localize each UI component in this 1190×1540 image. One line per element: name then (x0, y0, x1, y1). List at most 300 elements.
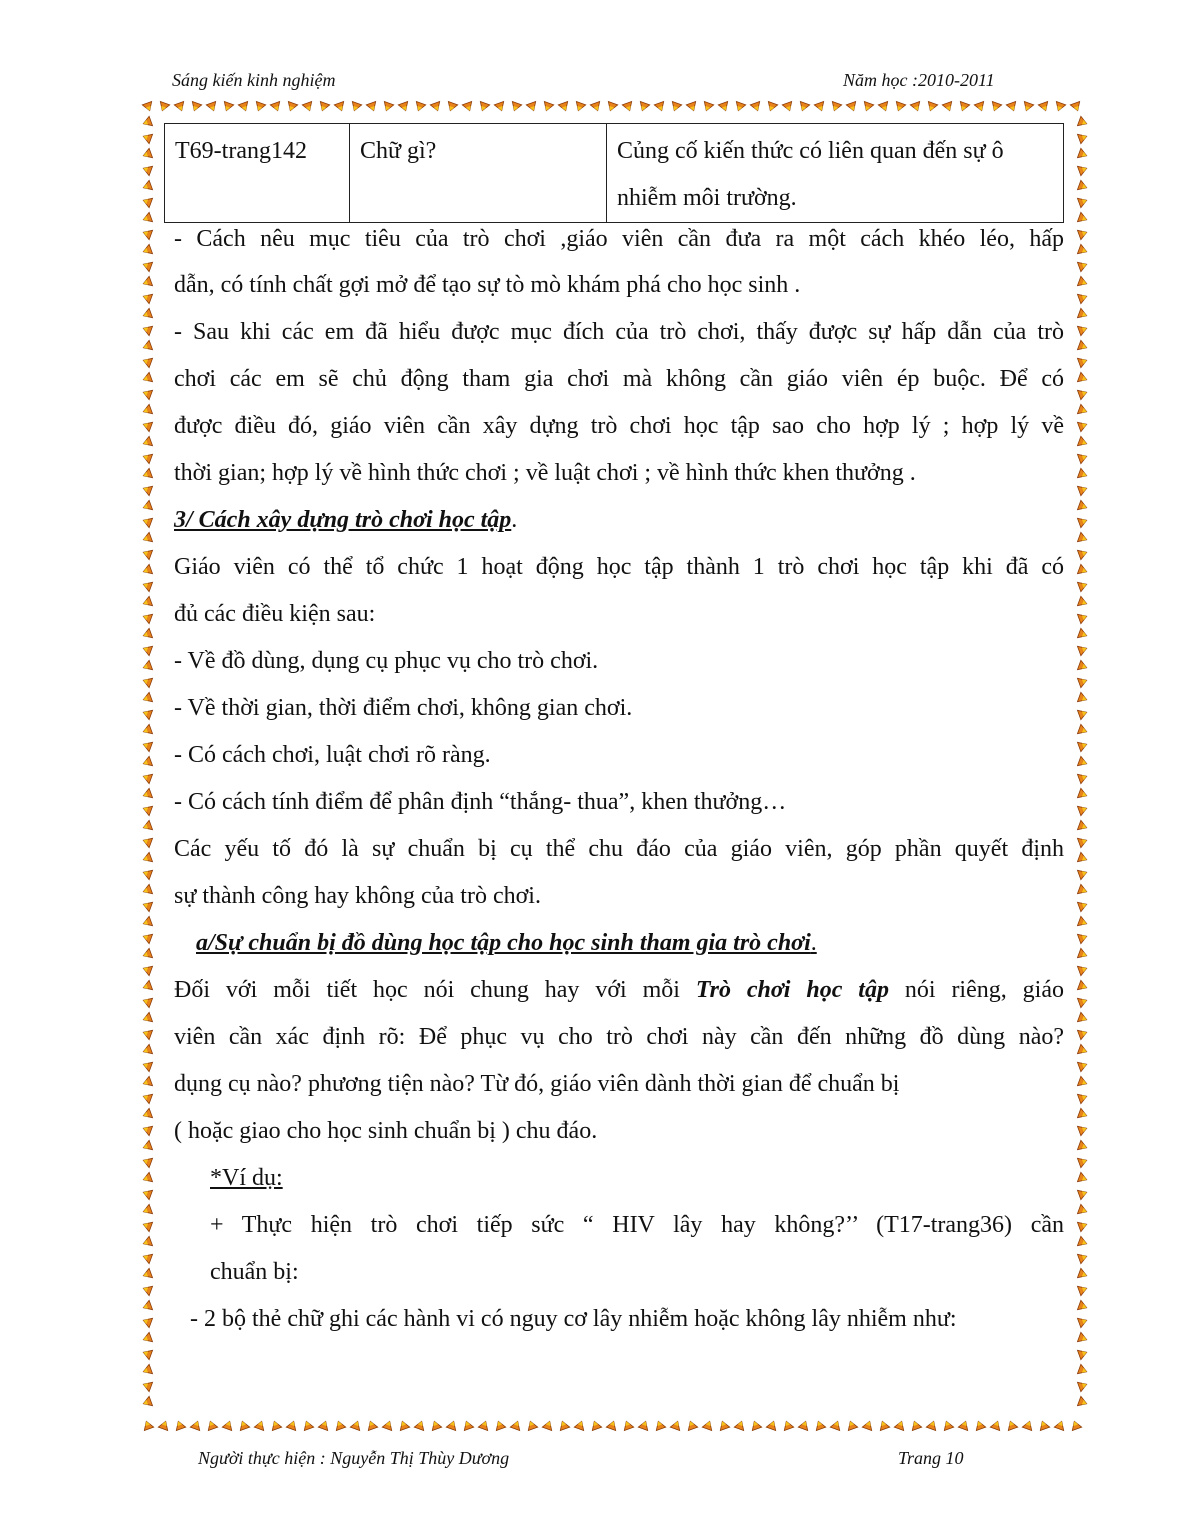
border-candy-icon (1077, 1140, 1088, 1152)
border-candy-icon (1077, 260, 1088, 272)
border-candy-icon (142, 1044, 153, 1056)
border-candy-icon (238, 1420, 250, 1431)
border-candy-icon (142, 1268, 153, 1280)
border-candy-icon (974, 101, 986, 112)
border-candy-icon (414, 1420, 426, 1431)
border-candy-icon (1077, 980, 1088, 992)
list-item: - Có cách tính điểm để phân định “thắng- thua”, khen thưởng… (174, 789, 787, 815)
border-candy-icon (750, 101, 762, 112)
border-candy-icon (142, 1124, 153, 1136)
border-candy-icon (142, 676, 153, 688)
border-candy-icon (142, 500, 153, 512)
border-candy-icon (1077, 1028, 1088, 1040)
border-candy-icon (1077, 116, 1088, 128)
border-candy-icon (1077, 228, 1088, 240)
border-candy-icon (590, 101, 602, 112)
paragraph-line: - Cách nêu mục tiêu của trò chơi ,giáo viên cần đưa ra một cách khéo léo, hấp (174, 226, 1064, 252)
border-candy-icon (142, 1236, 153, 1248)
border-candy-icon (1077, 1220, 1088, 1232)
border-candy-icon (1077, 388, 1088, 400)
paragraph-line: viên cần xác định rõ: Để phục vụ cho trò chơi này cần đến những đồ dùng nào? (174, 1024, 1064, 1050)
border-candy-icon (542, 1420, 554, 1431)
border-candy-icon (766, 1420, 778, 1431)
border-candy-icon (798, 1420, 810, 1431)
border-candy-icon (142, 1172, 153, 1184)
header-right: Năm học :2010-2011 (843, 70, 995, 90)
border-candy-icon (142, 244, 153, 256)
border-candy-icon (1077, 356, 1088, 368)
border-candy-icon (734, 101, 746, 112)
border-candy-icon (142, 868, 153, 880)
table-row (165, 124, 1064, 223)
border-candy-icon (638, 101, 650, 112)
border-candy-icon (606, 1420, 618, 1431)
border-candy-icon (574, 1420, 586, 1431)
border-candy-icon (286, 101, 298, 112)
table-cell-game: Chữ gì? (350, 124, 607, 223)
border-candy-icon (398, 1420, 410, 1431)
border-candy-icon (414, 101, 426, 112)
border-candy-icon (142, 612, 153, 624)
border-candy-icon (142, 1188, 153, 1200)
paragraph-line: sự thành công hay không của trò chơi. (174, 883, 541, 909)
emphasis-run: Trò chơi học tập (695, 977, 889, 1003)
border-candy-icon (702, 101, 714, 112)
border-candy-icon (1077, 164, 1088, 176)
border-candy-icon (142, 372, 153, 384)
border-candy-icon (174, 1420, 186, 1431)
border-candy-icon (142, 708, 153, 720)
border-candy-icon (142, 276, 153, 288)
border-candy-icon (142, 1332, 153, 1344)
border-candy-icon (814, 101, 826, 112)
border-candy-icon (1054, 101, 1066, 112)
border-candy-icon (142, 628, 153, 640)
border-candy-icon (542, 101, 554, 112)
border-candy-icon (846, 101, 858, 112)
border-candy-icon (1006, 1420, 1018, 1431)
border-candy-icon (686, 101, 698, 112)
border-candy-icon (142, 756, 153, 768)
border-candy-icon (142, 516, 153, 528)
border-candy-icon (1077, 372, 1088, 384)
border-candy-icon (1077, 1332, 1088, 1344)
paragraph-line: chơi các em sẽ chủ động tham gia chơi mà không cần giáo viên ép buộc. Để có (174, 366, 1064, 392)
border-candy-icon (862, 1420, 874, 1431)
border-candy-icon (142, 420, 153, 432)
border-candy-icon (398, 101, 410, 112)
border-candy-icon (1077, 820, 1088, 832)
border-candy-icon (174, 101, 186, 112)
border-candy-icon (142, 1012, 153, 1024)
border-candy-icon (142, 772, 153, 784)
border-candy-icon (558, 1420, 570, 1431)
border-candy-icon (686, 1420, 698, 1431)
border-candy-icon (526, 101, 538, 112)
border-candy-icon (142, 804, 153, 816)
border-candy-icon (1077, 548, 1088, 560)
paragraph-line: Các yếu tố đó là sự chuẩn bị cụ thể chu đáo của giáo viên, góp phần quyết định (174, 836, 1064, 862)
border-candy-icon (1070, 1420, 1082, 1431)
border-candy-icon (142, 388, 153, 400)
border-candy-icon (1077, 676, 1088, 688)
border-candy-icon (1077, 996, 1088, 1008)
paragraph-line: ( hoặc giao cho học sinh chuẩn bị ) chu đáo. (174, 1118, 598, 1144)
border-candy-icon (1077, 724, 1088, 736)
border-candy-icon (206, 101, 218, 112)
text-run: Đối với mỗi tiết học nói chung hay với mỗi (174, 977, 696, 1003)
border-candy-icon (1077, 756, 1088, 768)
section-heading-3-text: 3/ Cách xây dựng trò chơi học tập (174, 507, 512, 533)
border-candy-icon (1077, 500, 1088, 512)
border-candy-icon (334, 101, 346, 112)
border-candy-icon (222, 1420, 234, 1431)
border-candy-icon (782, 101, 794, 112)
border-candy-icon (366, 101, 378, 112)
border-candy-icon (142, 820, 153, 832)
border-candy-icon (1077, 148, 1088, 160)
subsection-heading-a (196, 928, 1086, 958)
border-candy-icon (1077, 564, 1088, 576)
border-candy-icon (1077, 308, 1088, 320)
border-candy-icon (910, 1420, 922, 1431)
border-candy-icon (142, 116, 153, 128)
border-candy-icon (910, 101, 922, 112)
border-candy-icon (446, 1420, 458, 1431)
border-candy-icon (1070, 101, 1082, 112)
border-candy-icon (142, 580, 153, 592)
border-candy-icon (1077, 1092, 1088, 1104)
border-candy-icon (142, 452, 153, 464)
border-candy-icon (350, 1420, 362, 1431)
border-candy-icon (830, 1420, 842, 1431)
border-candy-icon (1077, 244, 1088, 256)
border-candy-icon (222, 101, 234, 112)
border-candy-icon (318, 1420, 330, 1431)
border-candy-icon (1077, 852, 1088, 864)
border-candy-icon (590, 1420, 602, 1431)
border-candy-icon (142, 1092, 153, 1104)
border-candy-icon (1077, 132, 1088, 144)
border-candy-icon (1077, 836, 1088, 848)
border-candy-icon (638, 1420, 650, 1431)
border-candy-icon (142, 564, 153, 576)
border-candy-icon (926, 1420, 938, 1431)
border-candy-icon (142, 340, 153, 352)
list-item: - Về thời gian, thời điểm chơi, không gian chơi. (174, 695, 633, 721)
border-candy-icon (270, 1420, 282, 1431)
footer-right: Trang 10 (898, 1448, 964, 1468)
section-heading-3 (174, 505, 1064, 535)
border-candy-icon (526, 1420, 538, 1431)
subsection-heading-a-text: a/Sự chuẩn bị đồ dùng học tập cho học sinh tham gia trò chơi (196, 930, 811, 956)
border-candy-icon (142, 884, 153, 896)
border-candy-icon (494, 101, 506, 112)
example-label-text: *Ví dụ: (210, 1165, 283, 1191)
border-candy-icon (142, 996, 153, 1008)
border-candy-icon (1077, 468, 1088, 480)
border-candy-icon (334, 1420, 346, 1431)
border-candy-icon (1022, 1420, 1034, 1431)
paragraph-line-mixed (174, 975, 1064, 1005)
border-candy-icon (142, 404, 153, 416)
border-candy-icon (142, 836, 153, 848)
border-candy-icon (814, 1420, 826, 1431)
border-candy-icon (1077, 660, 1088, 672)
border-candy-icon (142, 132, 153, 144)
border-candy-icon (1077, 596, 1088, 608)
border-candy-icon (1077, 1364, 1088, 1376)
border-candy-icon (510, 1420, 522, 1431)
border-candy-icon (142, 1252, 153, 1264)
border-candy-icon (1077, 644, 1088, 656)
border-candy-icon (1077, 324, 1088, 336)
border-candy-icon (190, 101, 202, 112)
border-candy-icon (478, 1420, 490, 1431)
border-candy-icon (1077, 180, 1088, 192)
border-candy-icon (862, 101, 874, 112)
border-candy-icon (830, 101, 842, 112)
border-candy-icon (286, 1420, 298, 1431)
border-candy-icon (1077, 1012, 1088, 1024)
border-candy-icon (382, 101, 394, 112)
paragraph-line: dụng cụ nào? phương tiện nào? Từ đó, giáo viên dành thời gian để chuẩn bị (174, 1071, 900, 1097)
border-candy-icon (1077, 868, 1088, 880)
border-candy-icon (622, 1420, 634, 1431)
border-candy-icon (1077, 292, 1088, 304)
border-candy-icon (606, 101, 618, 112)
border-candy-icon (430, 1420, 442, 1431)
border-candy-icon (142, 644, 153, 656)
border-candy-icon (142, 1108, 153, 1120)
border-candy-icon (1077, 580, 1088, 592)
border-candy-icon (750, 1420, 762, 1431)
border-candy-icon (382, 1420, 394, 1431)
border-candy-icon (878, 101, 890, 112)
subsection-heading-a-period: . (810, 930, 817, 956)
border-candy-icon (1077, 612, 1088, 624)
border-candy-icon (766, 101, 778, 112)
border-candy-icon (494, 1420, 506, 1431)
example-label (210, 1163, 1100, 1193)
border-candy-icon (142, 964, 153, 976)
border-candy-icon (142, 196, 153, 208)
border-candy-icon (142, 1140, 153, 1152)
border-candy-icon (1077, 212, 1088, 224)
border-candy-icon (142, 740, 153, 752)
border-candy-icon (1077, 884, 1088, 896)
border-candy-icon (990, 101, 1002, 112)
border-candy-icon (558, 101, 570, 112)
border-candy-icon (1077, 1108, 1088, 1120)
border-candy-icon (1077, 628, 1088, 640)
border-candy-icon (1077, 708, 1088, 720)
border-candy-icon (142, 596, 153, 608)
border-candy-icon (142, 1028, 153, 1040)
border-candy-icon (1077, 420, 1088, 432)
border-candy-icon (622, 101, 634, 112)
border-candy-icon (1077, 804, 1088, 816)
border-candy-icon (958, 101, 970, 112)
border-candy-icon (702, 1420, 714, 1431)
border-candy-icon (206, 1420, 218, 1431)
border-candy-icon (254, 101, 266, 112)
border-candy-icon (670, 1420, 682, 1431)
border-candy-icon (366, 1420, 378, 1431)
border-candy-icon (142, 1060, 153, 1072)
text-run: nói riêng, giáo (888, 977, 1064, 1003)
border-candy-icon (350, 101, 362, 112)
top-table (164, 123, 1064, 223)
border-candy-icon (142, 1300, 153, 1312)
border-candy-icon (254, 1420, 266, 1431)
border-candy-icon (1077, 1396, 1088, 1408)
border-candy-icon (974, 1420, 986, 1431)
border-candy-icon (142, 788, 153, 800)
border-candy-icon (270, 101, 282, 112)
border-candy-icon (734, 1420, 746, 1431)
paragraph-line: được điều đó, giáo viên cần xây dựng trò chơi học tập sao cho hợp lý ; hợp lý về (174, 413, 1064, 439)
border-candy-icon (718, 1420, 730, 1431)
border-candy-icon (894, 1420, 906, 1431)
border-candy-icon (142, 1220, 153, 1232)
border-candy-icon (462, 1420, 474, 1431)
border-candy-icon (430, 101, 442, 112)
list-item: - Có cách chơi, luật chơi rõ ràng. (174, 742, 491, 768)
paragraph-line: đủ các điều kiện sau: (174, 601, 376, 627)
border-candy-icon (142, 980, 153, 992)
border-candy-icon (142, 1156, 153, 1168)
border-candy-icon (1077, 1380, 1088, 1392)
border-candy-icon (142, 212, 153, 224)
border-candy-icon (1077, 772, 1088, 784)
border-candy-icon (142, 101, 154, 112)
border-candy-icon (318, 101, 330, 112)
border-candy-icon (1077, 900, 1088, 912)
border-candy-icon (798, 101, 810, 112)
border-candy-icon (302, 101, 314, 112)
paragraph-line: - 2 bộ thẻ chữ ghi các hành vi có nguy cơ lây nhiễm hoặc không lây nhiễm như: (190, 1306, 957, 1332)
border-candy-icon (1077, 516, 1088, 528)
border-candy-icon (926, 101, 938, 112)
border-candy-icon (142, 1316, 153, 1328)
border-candy-icon (1038, 101, 1050, 112)
border-candy-icon (1077, 1060, 1088, 1072)
border-candy-icon (654, 1420, 666, 1431)
paragraph-line: Giáo viên có thể tổ chức 1 hoạt động học tập thành 1 trò chơi học tập khi đã có (174, 554, 1064, 580)
border-candy-icon (302, 1420, 314, 1431)
border-candy-icon (158, 1420, 170, 1431)
border-candy-icon (670, 101, 682, 112)
border-candy-icon (142, 724, 153, 736)
border-candy-icon (142, 1348, 153, 1360)
border-candy-icon (190, 1420, 202, 1431)
table-cell-goal: Củng cố kiến thức có liên quan đến sự ô nhiễm môi trường. (607, 124, 1064, 223)
border-candy-icon (942, 101, 954, 112)
border-candy-icon (1077, 916, 1088, 928)
border-candy-icon (1077, 1044, 1088, 1056)
border-candy-icon (1077, 740, 1088, 752)
border-candy-icon (142, 356, 153, 368)
table-cell-code: T69-trang142 (165, 124, 350, 223)
border-candy-icon (1077, 1076, 1088, 1088)
border-candy-icon (142, 1420, 154, 1431)
border-candy-icon (1077, 452, 1088, 464)
border-candy-icon (1077, 340, 1088, 352)
border-candy-icon (1077, 1204, 1088, 1216)
border-candy-icon (1077, 436, 1088, 448)
border-candy-icon (142, 1284, 153, 1296)
border-candy-icon (142, 1364, 153, 1376)
border-candy-icon (1077, 788, 1088, 800)
border-candy-icon (142, 292, 153, 304)
border-candy-icon (142, 548, 153, 560)
paragraph-line: thời gian; hợp lý về hình thức chơi ; về luật chơi ; về hình thức khen thưởng . (174, 460, 916, 486)
border-candy-icon (158, 101, 170, 112)
border-candy-icon (878, 1420, 890, 1431)
border-candy-icon (142, 1204, 153, 1216)
border-candy-icon (142, 660, 153, 672)
border-candy-icon (574, 101, 586, 112)
border-candy-icon (510, 101, 522, 112)
footer-left: Người thực hiện : Nguyễn Thị Thùy Dương (198, 1448, 510, 1468)
border-candy-icon (142, 324, 153, 336)
border-candy-icon (142, 532, 153, 544)
border-candy-icon (142, 692, 153, 704)
border-candy-icon (1077, 692, 1088, 704)
paragraph-line: dẫn, có tính chất gợi mở để tạo sự tò mò khám phá cho học sinh . (174, 272, 801, 298)
border-candy-icon (782, 1420, 794, 1431)
border-candy-icon (1077, 196, 1088, 208)
border-candy-icon (142, 228, 153, 240)
border-candy-icon (1077, 276, 1088, 288)
border-candy-icon (142, 1396, 153, 1408)
border-candy-icon (142, 148, 153, 160)
border-candy-icon (142, 1076, 153, 1088)
border-candy-icon (1077, 1348, 1088, 1360)
border-candy-icon (142, 308, 153, 320)
border-candy-icon (1038, 1420, 1050, 1431)
border-candy-icon (462, 101, 474, 112)
border-candy-icon (1054, 1420, 1066, 1431)
border-candy-icon (142, 1380, 153, 1392)
paragraph-line: chuẩn bị: (210, 1259, 299, 1285)
border-candy-icon (142, 468, 153, 480)
border-candy-icon (142, 164, 153, 176)
border-candy-icon (718, 101, 730, 112)
section-heading-3-period: . (511, 507, 518, 533)
border-candy-icon (846, 1420, 858, 1431)
border-candy-icon (1077, 1124, 1088, 1136)
border-candy-icon (1077, 964, 1088, 976)
border-candy-icon (142, 852, 153, 864)
border-candy-icon (142, 932, 153, 944)
border-candy-icon (1077, 484, 1088, 496)
list-item: - Về đồ dùng, dụng cụ phục vụ cho trò chơi. (174, 648, 599, 674)
border-candy-icon (142, 180, 153, 192)
border-candy-icon (1077, 532, 1088, 544)
paragraph-line: + Thực hiện trò chơi tiếp sức “ HIV lây hay không?’’ (T17-trang36) cần (210, 1212, 1064, 1238)
border-candy-icon (142, 900, 153, 912)
border-candy-icon (142, 916, 153, 928)
border-candy-icon (1077, 1236, 1088, 1248)
border-candy-icon (478, 101, 490, 112)
border-candy-icon (1077, 404, 1088, 416)
border-candy-icon (942, 1420, 954, 1431)
border-candy-icon (894, 101, 906, 112)
border-candy-icon (142, 436, 153, 448)
header-left: Sáng kiến kinh nghiệm (172, 70, 336, 90)
